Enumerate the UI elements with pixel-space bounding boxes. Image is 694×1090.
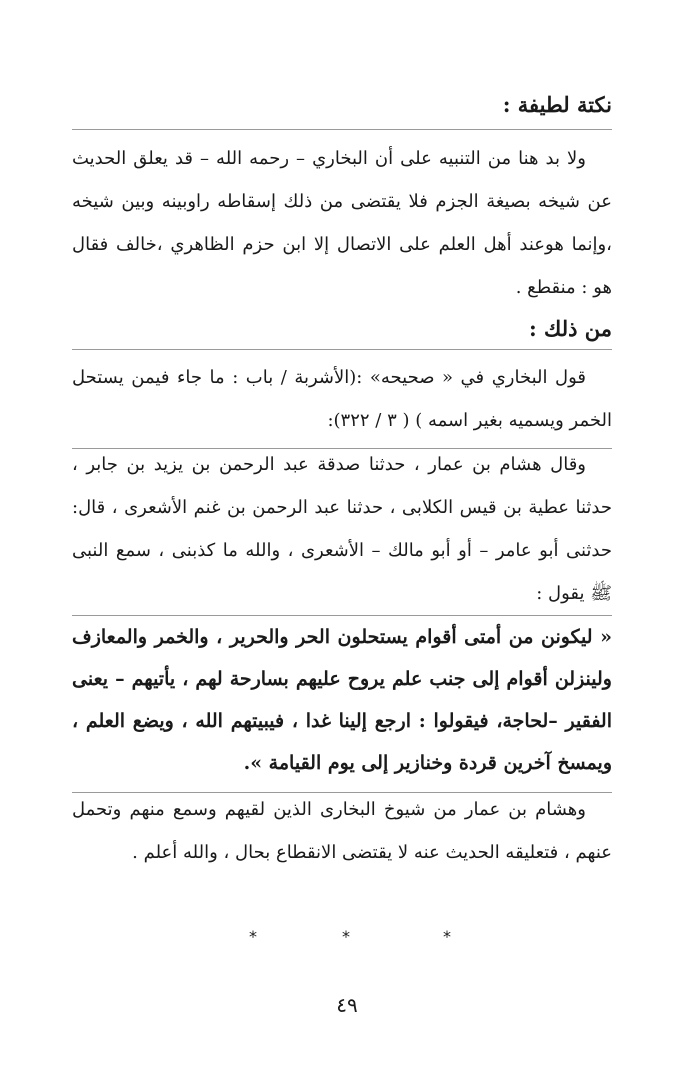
section-heading-example: من ذلك : <box>528 316 612 341</box>
hadith-quote: « ليكونن من أمتى أقوام يستحلون الحر والحرير ، والخمر والمعازف ولينزلن أقوام إلى جنب علم يروح عليهم بسارحة لهم ، يأتيهم – يعنى الفقير –لحاجة، فيقولوا : ارجع إلينا غدا ، فيبيتهم الله ، ويضع العلم ، ويمسخ آخرين قردة وخنازير إلى يوم القيامة ». <box>72 626 612 774</box>
paragraph-isnad: وقال هشام بن عمار ، حدثنا صدقة عبد الرحمن بن يزيد بن جابر ، حدثنا عطية بن قيس الكلابى ، حدثنا عبد الرحمن بن غنم الأشعرى ، قال: حدثنى أبو عامر – أو أبو مالك – الأشعرى ، والله ما كذبنى ، سمع النبى ﷺ يقول : <box>72 454 612 604</box>
separator-star: * <box>249 927 257 946</box>
divider <box>72 129 612 130</box>
paragraph-intro: ولا بد هنا من التنبيه على أن البخاري – رحمه الله – قد يعلق الحديث عن شيخه بصيغة الجزم فلا يقتضى من ذلك إسقاطه راوبينه وبين شيخه ،وإنما هوعند أهل العلم على الاتصال إلا ابن حزم الظاهري ،خالف فقال هو : منقطع . <box>72 148 612 298</box>
separator-star: * <box>342 927 350 946</box>
section-separator <box>0 922 694 952</box>
paragraph-bukhari-reference: قول البخاري في « صحيحه» :(الأشربة / باب : ما جاء فيمن يستحل الخمر ويسميه بغير اسمه ) ( ٣ / ٣٢٢): <box>72 367 612 431</box>
page-number: ٤٩ <box>336 993 358 1017</box>
separator-star: * <box>443 927 451 946</box>
divider <box>72 349 612 350</box>
section-heading-note: نكتة لطيفة : <box>502 92 612 117</box>
paragraph-conclusion: وهشام بن عمار من شيوخ البخارى الذين لقيهم وسمع منهم وتحمل عنهم ، فتعليقه الحديث عنه لا يقتضى الانقطاع بحال ، والله أعلم . <box>72 799 612 863</box>
